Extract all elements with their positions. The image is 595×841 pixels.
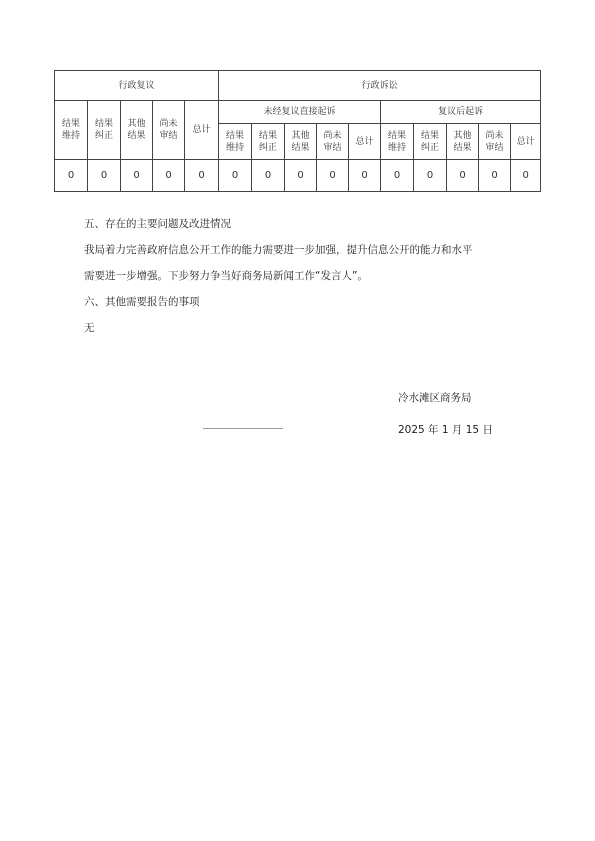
table-cell: 0 (219, 160, 252, 192)
after-col-pending: 尚未 审结 (479, 124, 511, 160)
review-col-corrected: 结果 纠正 (88, 101, 121, 160)
table-cell: 0 (185, 160, 219, 192)
table-cell: 0 (479, 160, 511, 192)
after-col-corrected: 结果 纠正 (414, 124, 447, 160)
review-col-pending: 尚未 审结 (153, 101, 185, 160)
signature-date: 2025 年 1 月 15 日 (398, 424, 493, 436)
after-review-suit-header: 复议后起诉 (381, 101, 541, 124)
admin-litigation-header: 行政诉讼 (219, 71, 541, 101)
section-5-paragraph-line-1: 我局着力完善政府信息公开工作的能力需要进一步加强，提升信息公开的能力和水平 (84, 244, 473, 256)
review-col-maintained: 结果 维持 (55, 101, 88, 160)
section-5-heading: 五、存在的主要问题及改进情况 (84, 218, 231, 230)
table-cell: 0 (285, 160, 317, 192)
review-col-other: 其他 结果 (121, 101, 153, 160)
admin-review-header: 行政复议 (55, 71, 219, 101)
stats-table (54, 70, 541, 192)
table-cell: 0 (153, 160, 185, 192)
table-cell: 0 (349, 160, 381, 192)
direct-suit-header: 未经复议直接起诉 (219, 101, 381, 124)
review-col-total: 总计 (185, 101, 219, 160)
signature-line (203, 428, 283, 429)
table-cell: 0 (252, 160, 285, 192)
direct-col-maintained: 结果 维持 (219, 124, 252, 160)
signature-org: 冷水滩区商务局 (398, 392, 472, 404)
section-6-heading: 六、其他需要报告的事项 (84, 296, 200, 308)
after-col-other: 其他 结果 (447, 124, 479, 160)
table-cell: 0 (381, 160, 414, 192)
direct-col-pending: 尚未 审结 (317, 124, 349, 160)
section-5-paragraph-line-2: 需要进一步增强。下步努力争当好商务局新闻工作“发言人”。 (84, 270, 368, 282)
table-cell: 0 (447, 160, 479, 192)
table-cell: 0 (511, 160, 541, 192)
after-col-total: 总计 (511, 124, 541, 160)
table-cell: 0 (55, 160, 88, 192)
table-cell: 0 (414, 160, 447, 192)
direct-col-total: 总计 (349, 124, 381, 160)
table-cell: 0 (88, 160, 121, 192)
section-6-body: 无 (84, 322, 95, 334)
table-cell: 0 (121, 160, 153, 192)
table-cell: 0 (317, 160, 349, 192)
direct-col-other: 其他 结果 (285, 124, 317, 160)
direct-col-corrected: 结果 纠正 (252, 124, 285, 160)
after-col-maintained: 结果 维持 (381, 124, 414, 160)
